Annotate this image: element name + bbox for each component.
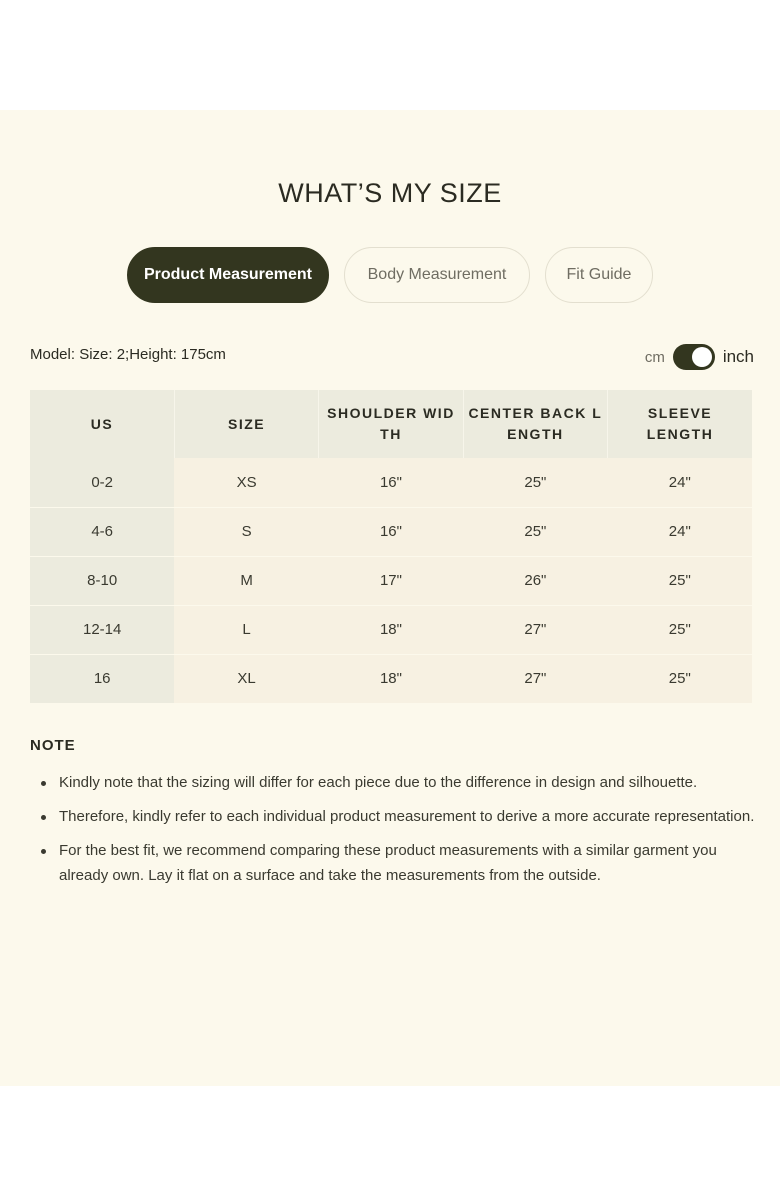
cell-center-back-length: 26": [463, 556, 607, 605]
cell-us: 16: [30, 654, 174, 703]
cell-size: XS: [174, 458, 318, 507]
cell-size: XL: [174, 654, 318, 703]
table-row: [30, 654, 752, 703]
table-row: [30, 556, 752, 605]
table-header-row: [30, 390, 752, 458]
note-item: Therefore, kindly refer to each individual product measurement to derive a more accurate representation.: [30, 804, 755, 829]
cell-us: 0-2: [30, 458, 174, 507]
cell-sleeve-length: 25": [608, 654, 752, 703]
table-row: [30, 458, 752, 507]
cell-shoulder-width: 16": [319, 507, 463, 556]
note-item: For the best fit, we recommend comparing these product measurements with a similar garment you already own. Lay it flat on a surface and take the measurements from the outside.: [30, 838, 755, 888]
cell-center-back-length: 27": [463, 605, 607, 654]
cell-center-back-length: 25": [463, 507, 607, 556]
cell-shoulder-width: 16": [319, 458, 463, 507]
cell-sleeve-length: 25": [608, 556, 752, 605]
unit-inch-label[interactable]: inch: [722, 347, 754, 366]
cell-size: L: [174, 605, 318, 654]
cell-center-back-length: 27": [463, 654, 607, 703]
cell-size: M: [174, 556, 318, 605]
column-header-size: SIZE: [174, 390, 318, 458]
cell-center-back-length: 25": [463, 458, 607, 507]
table-row: [30, 507, 752, 556]
cell-us: 4-6: [30, 507, 174, 556]
tab-fit-guide[interactable]: Fit Guide: [545, 247, 653, 303]
size-table: [30, 390, 752, 703]
unit-switch[interactable]: [673, 344, 715, 370]
note-item: Kindly note that the sizing will differ for each piece due to the difference in design and silhouette.: [30, 770, 755, 795]
measurement-tabs: [0, 247, 780, 303]
table-row: [30, 605, 752, 654]
column-header-sleeve-length: SLEEVE LENGTH: [608, 390, 752, 458]
cell-shoulder-width: 18": [319, 605, 463, 654]
cell-sleeve-length: 25": [608, 605, 752, 654]
column-header-us: US: [30, 390, 174, 458]
cell-shoulder-width: 17": [319, 556, 463, 605]
cell-shoulder-width: 18": [319, 654, 463, 703]
note-list: [30, 770, 755, 897]
switch-knob: [692, 347, 712, 367]
cell-size: S: [174, 507, 318, 556]
tab-body-measurement[interactable]: Body Measurement: [344, 247, 530, 303]
unit-cm-label[interactable]: cm: [644, 348, 665, 366]
note-heading: NOTE: [30, 737, 76, 754]
cell-sleeve-length: 24": [608, 458, 752, 507]
column-header-center-back-length: CENTER BACK LENGTH: [463, 390, 607, 458]
cell-sleeve-length: 24": [608, 507, 752, 556]
model-info: Model: Size: 2;Height: 175cm: [30, 346, 226, 363]
unit-toggle: [645, 344, 754, 370]
column-header-shoulder-width: SHOULDER WIDTH: [319, 390, 463, 458]
cell-us: 12-14: [30, 605, 174, 654]
page-title: WHAT’S MY SIZE: [278, 178, 502, 208]
cell-us: 8-10: [30, 556, 174, 605]
tab-product-measurement[interactable]: Product Measurement: [127, 247, 329, 303]
size-guide-panel: [0, 110, 780, 1086]
